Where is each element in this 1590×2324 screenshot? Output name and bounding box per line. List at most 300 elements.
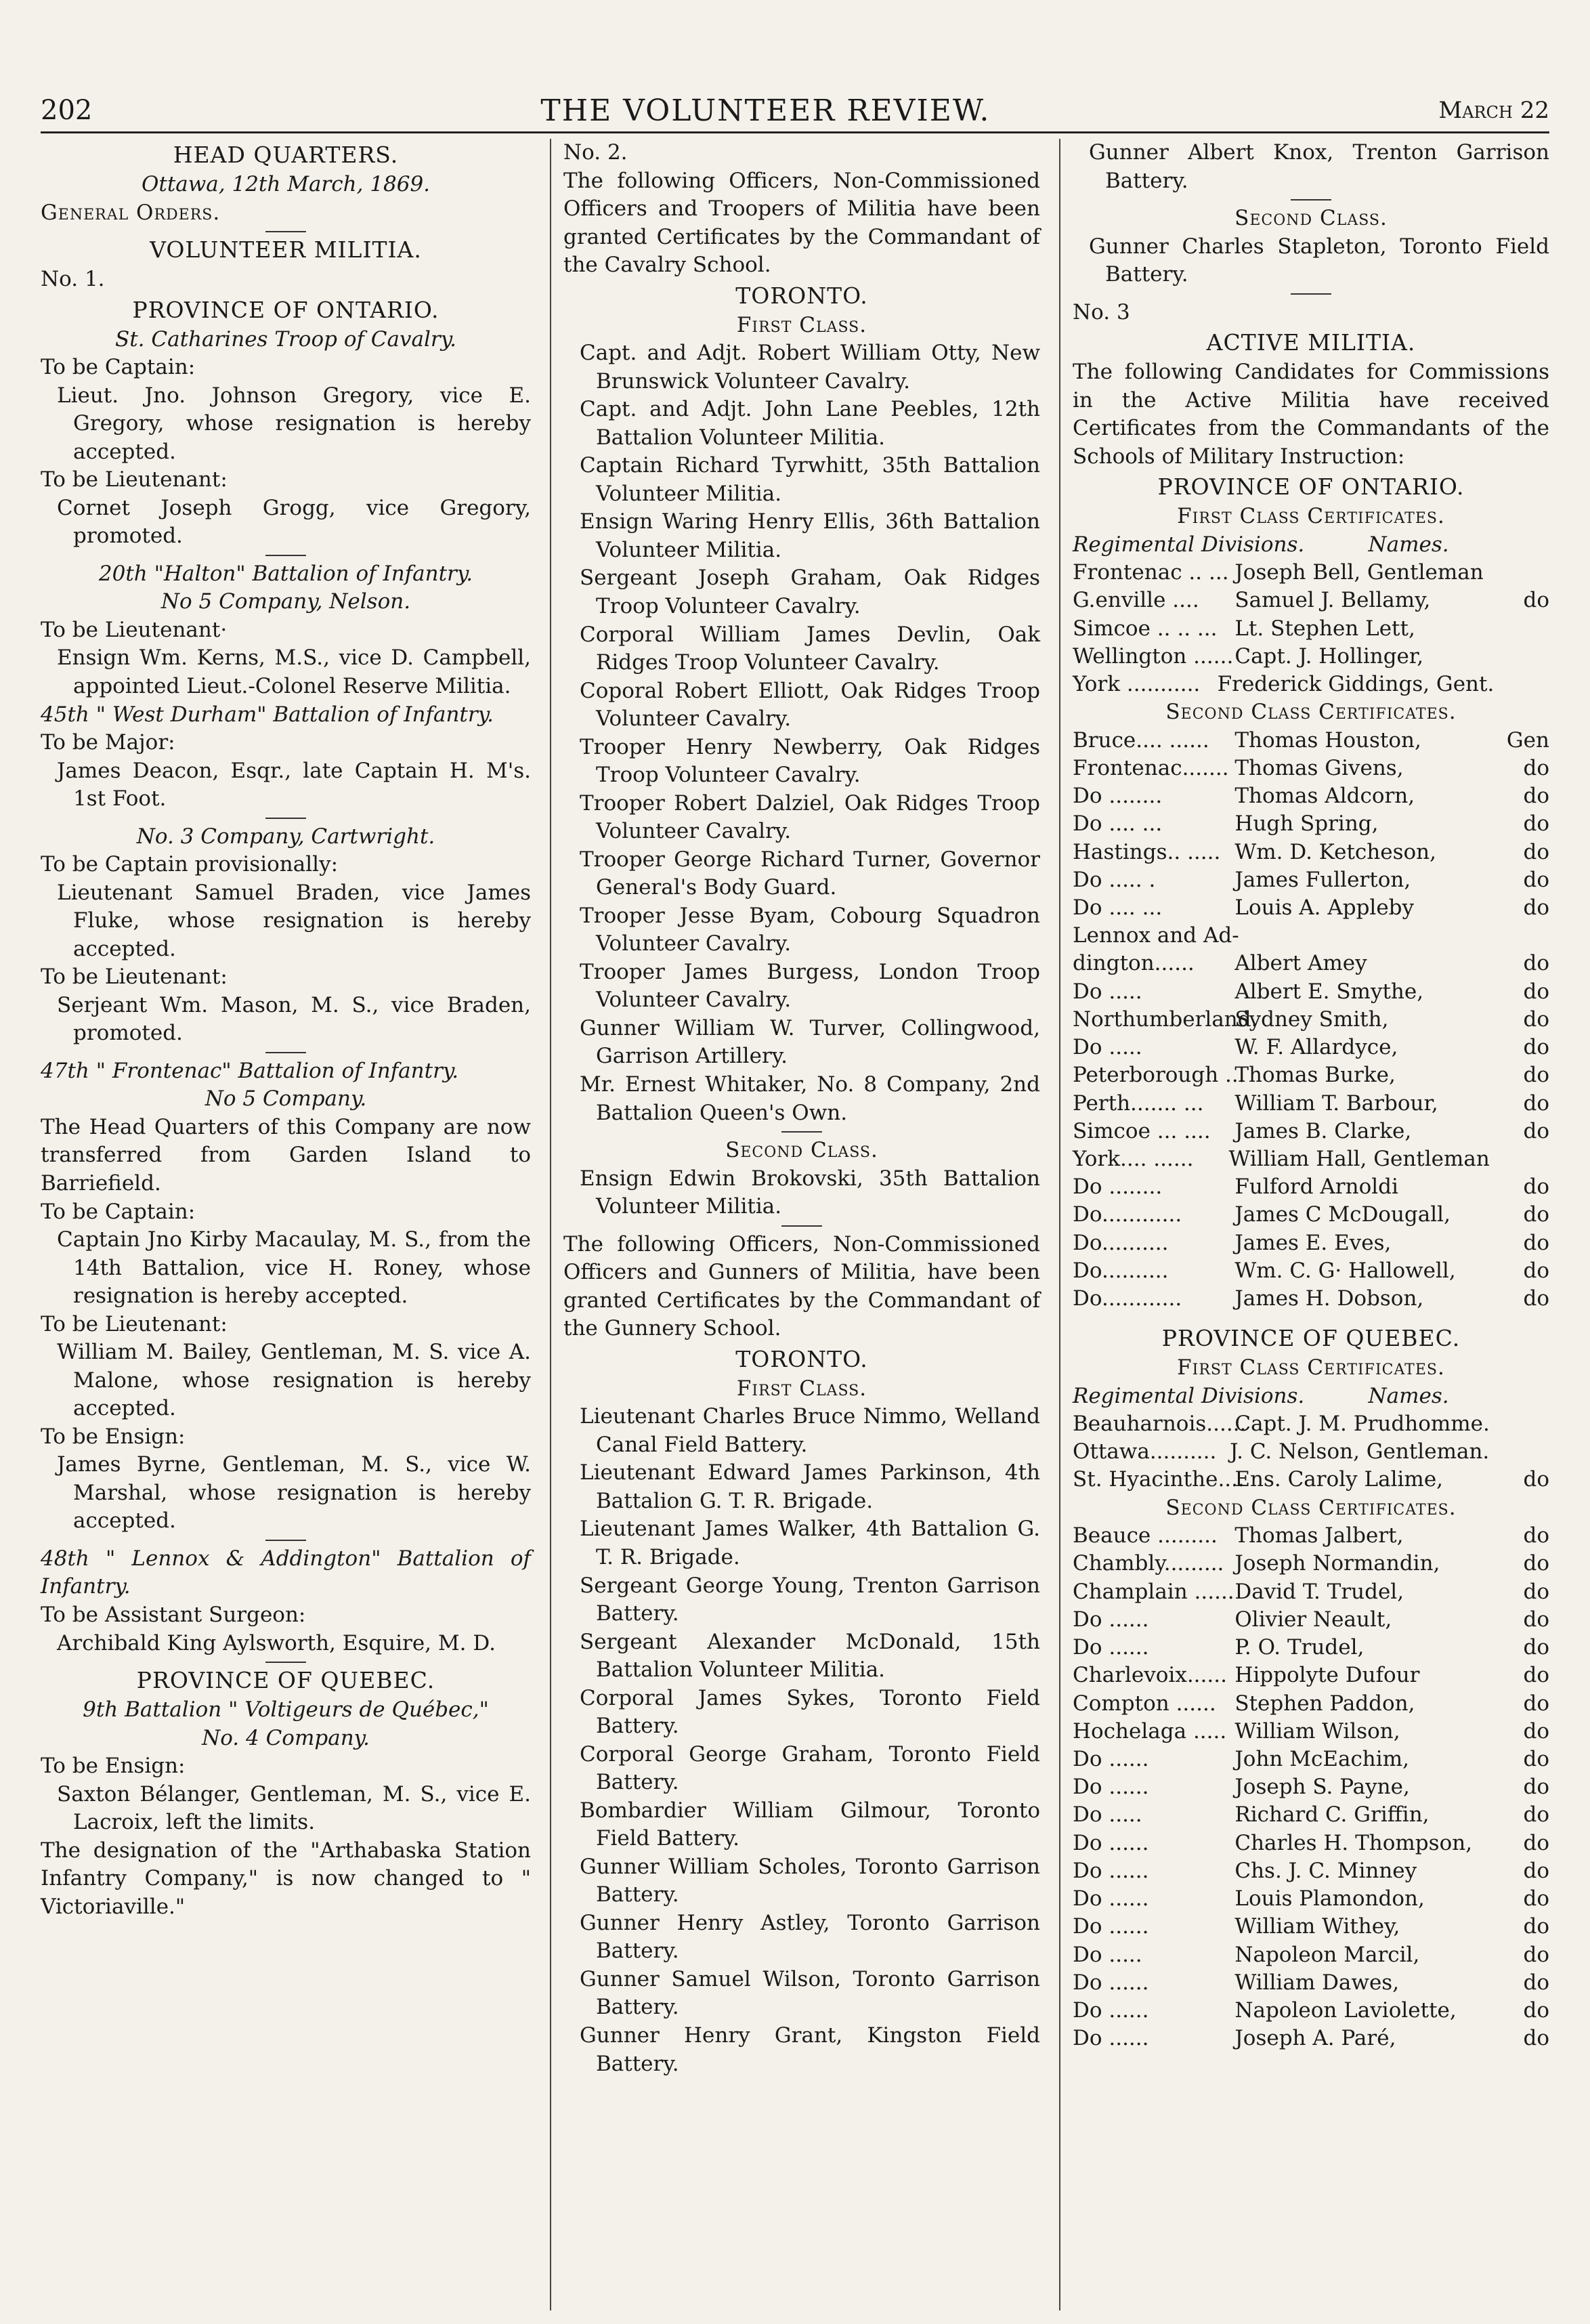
rank-cell: [1487, 559, 1549, 587]
quebec-table-header: [1073, 1382, 1549, 1410]
division-cell: Do .... ...: [1073, 895, 1163, 920]
col2-text-33: Gunner Samuel Wilson, Toronto Garrison Battery.: [580, 1966, 1040, 2020]
column-2: [550, 139, 1040, 2310]
name-cell: Frederick Giddings, Gent.: [1217, 671, 1495, 696]
col1-text-38: To be Ensign:: [41, 1754, 186, 1779]
col2-text-22: First Class.: [736, 1376, 867, 1401]
division-cell: Lennox and Ad-: [1073, 923, 1239, 948]
rank-cell: do: [1523, 867, 1549, 892]
division-cell: Do .... ...: [1073, 811, 1163, 837]
col3-text-2: Gunner Charles Stapleton, Toronto Field Battery.: [1089, 234, 1549, 287]
col3-text-3: No. 3: [1073, 299, 1130, 324]
separator-rule: [781, 1225, 822, 1227]
separator-rule: [265, 1662, 306, 1663]
rank-cell: do: [1523, 811, 1549, 837]
quebec-second-row: [1073, 1830, 1549, 1857]
division-cell: Frontenac .. ...: [1073, 560, 1229, 585]
division-cell: Ottawa..........: [1073, 1439, 1217, 1464]
col2-text-18: Second Class.: [725, 1138, 878, 1163]
rank-cell: do: [1523, 1970, 1549, 1995]
page-header: [41, 89, 1549, 133]
name-cell: Lt. Stephen Lett,: [1234, 616, 1415, 641]
ontario-second-row: [1073, 1145, 1549, 1173]
division-cell: Peterborough ...: [1073, 1063, 1245, 1088]
ontario-first-row: [1073, 559, 1549, 587]
ontario-second-row: [1073, 1061, 1549, 1089]
col2-text-13: Trooper George Richard Turner, Governor General's Body Guard.: [580, 847, 1040, 900]
col3-text-7: First Class Certificates.: [1177, 504, 1445, 529]
col2-text-8: Sergeant Joseph Graham, Oak Ridges Troop Volunteer Cavalry.: [580, 566, 1040, 618]
division-cell: Do ......: [1073, 1607, 1149, 1632]
col2-text-26: Sergeant George Young, Trenton Garrison Battery.: [580, 1573, 1040, 1626]
col1-text-17: James Deacon, Esqr., late Captain H. M's. 1st Foot.: [57, 758, 531, 811]
quebec-second-row: [1073, 1634, 1549, 1662]
col2-text-1: The following Officers, Non-Commissioned Officers and Troopers of Militia have been granted Certificates by the Commandant of the Cavalry School.: [563, 168, 1040, 278]
rank-cell: do: [1523, 784, 1549, 809]
name-cell: William Withey,: [1234, 1914, 1400, 1939]
division-cell: Do............: [1073, 1202, 1182, 1227]
col1-text-23: 47th " Frontenac" Battalion of Infantry.: [41, 1058, 459, 1083]
col1-text-16: To be Major:: [41, 730, 175, 755]
name-cell: Joseph Bell, Gentleman: [1234, 560, 1484, 585]
rank-cell: do: [1523, 1258, 1549, 1283]
col1-text-4: No. 1.: [41, 267, 105, 292]
name-cell: Hippolyte Dufour: [1234, 1663, 1420, 1688]
name-cell: Thomas Houston,: [1234, 727, 1421, 753]
col1-text-18: No. 3 Company, Cartwright.: [136, 824, 435, 849]
division-cell: Hochelaga .....: [1073, 1718, 1227, 1744]
division-cell: Beauce .........: [1073, 1523, 1218, 1548]
quebec-second-row: [1073, 1746, 1549, 1773]
division-cell: Do..........: [1073, 1230, 1169, 1255]
quebec-second-row: [1073, 1801, 1549, 1829]
col1-text-27: Captain Jno Kirby Macaulay, M. S., from the 14th Battalion, vice H. Roney, whose resignation is hereby accepted.: [57, 1227, 531, 1309]
division-cell: St. Hyacinthe....: [1073, 1467, 1245, 1492]
col2-text-34: Gunner Henry Grant, Kingston Field Battery.: [580, 2023, 1040, 2076]
name-cell: Joseph S. Payne,: [1234, 1775, 1410, 1800]
rank-cell: [1490, 1145, 1549, 1173]
division-cell: Simcoe ... ....: [1073, 1118, 1211, 1143]
name-cell: William Hall, Gentleman: [1228, 1146, 1490, 1171]
division-cell: Do ......: [1073, 1858, 1149, 1883]
division-cell: Do ......: [1073, 1746, 1149, 1771]
quebec-first-title: First Class Certificates.: [1177, 1355, 1445, 1380]
division-cell: Chambly.........: [1073, 1551, 1224, 1576]
col2-text-27: Sergeant Alexander McDonald, 15th Battalion Volunteer Militia.: [580, 1629, 1040, 1683]
rank-cell: do: [1523, 1635, 1549, 1660]
name-cell: Chs. J. C. Minney: [1234, 1858, 1417, 1883]
col1-text-5: PROVINCE OF ONTARIO.: [132, 296, 439, 323]
rank-cell: do: [1523, 1118, 1549, 1143]
rank-cell: do: [1523, 1998, 1549, 2023]
division-cell: Do ......: [1073, 1970, 1149, 1995]
division-cell: Do ......: [1073, 1886, 1149, 1911]
division-cell: Do .....: [1073, 1802, 1142, 1827]
ontario-second-row: [1073, 1229, 1549, 1257]
col2-text-32: Gunner Henry Astley, Toronto Garrison Battery.: [580, 1910, 1040, 1964]
ontario-table-header: [1073, 531, 1549, 559]
separator-rule: [1291, 199, 1331, 200]
separator-rule: [1291, 293, 1331, 295]
name-cell: David T. Trudel,: [1234, 1579, 1404, 1604]
rank-cell: do: [1523, 1942, 1549, 1967]
division-cell: Champlain ......: [1073, 1579, 1234, 1604]
ontario-second-row: [1073, 1118, 1549, 1145]
col3-text-6: PROVINCE OF ONTARIO.: [1157, 473, 1465, 501]
spacer: [1073, 1313, 1549, 1322]
division-cell: Do .....: [1073, 1942, 1142, 1967]
name-cell: Thomas Aldcorn,: [1234, 784, 1415, 809]
name-cell: J. C. Nelson, Gentleman.: [1230, 1439, 1490, 1464]
division-cell: Do ........: [1073, 784, 1163, 809]
col1-text-26: To be Captain:: [41, 1199, 196, 1224]
name-cell: Capt. J. Hollinger,: [1234, 643, 1424, 669]
names-header: Names.: [1368, 1383, 1449, 1408]
rank-cell: [1487, 643, 1549, 671]
rank-cell: do: [1523, 588, 1549, 613]
name-cell: Stephen Paddon,: [1234, 1691, 1415, 1716]
col2-text-23: Lieutenant Charles Bruce Nimmo, Welland Canal Field Battery.: [580, 1404, 1040, 1457]
col1-text-39: Saxton Bélanger, Gentleman, M. S., vice E. Lacroix, left the limits.: [57, 1781, 531, 1835]
col1-text-12: No 5 Company, Nelson.: [160, 589, 411, 614]
rank-cell: do: [1523, 1830, 1549, 1855]
separator-rule: [265, 1540, 306, 1541]
quebec-second-row: [1073, 1969, 1549, 1997]
name-cell: Albert Amey: [1234, 951, 1367, 976]
ontario-second-row: [1073, 1173, 1549, 1201]
division-cell: York.... ......: [1073, 1146, 1194, 1171]
rank-cell: do: [1523, 1775, 1549, 1800]
division-cell: Do ......: [1073, 1635, 1149, 1660]
rank-cell: do: [1523, 1063, 1549, 1088]
col1-text-35: PROVINCE OF QUEBEC.: [136, 1667, 435, 1694]
name-cell: Wm. D. Ketcheson,: [1234, 839, 1436, 864]
names-header: Names.: [1368, 532, 1449, 557]
quebec-second-row: [1073, 1522, 1549, 1550]
ontario-second-row: [1073, 922, 1549, 950]
col2-text-11: Trooper Henry Newberry, Oak Ridges Troop Volunteer Cavalry.: [580, 734, 1040, 788]
name-cell: James B. Clarke,: [1234, 1118, 1412, 1143]
ontario-second-row: [1073, 1034, 1549, 1061]
ontario-second-row: [1073, 810, 1549, 838]
columns: [41, 139, 1549, 2310]
separator-rule: [265, 555, 306, 556]
division-cell: Do ........: [1073, 1175, 1163, 1200]
quebec-second-row: [1073, 1662, 1549, 1689]
col2-text-17: Mr. Ernest Whitaker, No. 8 Company, 2nd Battalion Queen's Own.: [580, 1072, 1040, 1125]
rank-cell: do: [1523, 1286, 1549, 1311]
name-cell: Sydney Smith,: [1234, 1007, 1389, 1032]
division-cell: York ...........: [1073, 671, 1201, 696]
division-cell: Charlevoix......: [1073, 1663, 1227, 1688]
name-cell: Samuel J. Bellamy,: [1234, 588, 1431, 613]
col1-text-34: Archibald King Aylsworth, Esquire, M. D.: [57, 1630, 496, 1655]
name-cell: James H. Dobson,: [1234, 1286, 1424, 1311]
col1-text-13: To be Lieutenant·: [41, 617, 228, 642]
division-cell: Hastings.. .....: [1073, 839, 1221, 864]
col2-text-28: Corporal James Sykes, Toronto Field Battery.: [580, 1685, 1040, 1739]
name-cell: Louis Plamondon,: [1234, 1886, 1425, 1911]
division-cell: Do ..... .: [1073, 867, 1156, 892]
col2-text-31: Gunner William Scholes, Toronto Garrison Battery.: [580, 1854, 1040, 1907]
col1-text-29: William M. Bailey, Gentleman, M. S. vice A. Malone, whose resignation is hereby accepted.: [57, 1340, 531, 1421]
col1-text-31: James Byrne, Gentleman, M. S., vice W. Marshal, whose resignation is hereby accepted.: [57, 1452, 531, 1534]
col1-text-30: To be Ensign:: [41, 1424, 186, 1449]
quebec-second-row: [1073, 1913, 1549, 1941]
ontario-second-row: [1073, 1257, 1549, 1285]
col2-text-9: Corporal William James Devlin, Oak Ridges Troop Volunteer Cavalry.: [580, 622, 1040, 675]
quebec-first-row: [1073, 1466, 1549, 1494]
col2-text-14: Trooper Jesse Byam, Cobourg Squadron Volunteer Cavalry.: [580, 903, 1040, 956]
rank-cell: do: [1523, 1523, 1549, 1548]
division-cell: Compton ......: [1073, 1691, 1216, 1716]
col1-text-7: To be Captain:: [41, 355, 196, 380]
col3-text-4: ACTIVE MILITIA.: [1206, 329, 1416, 356]
division-cell: Do .....: [1073, 979, 1142, 1004]
col2-text-5: Capt. and Adjt. John Lane Peebles, 12th Battalion Volunteer Militia.: [580, 397, 1040, 450]
rank-cell: do: [1523, 839, 1549, 864]
name-cell: Joseph A. Paré,: [1234, 2026, 1396, 2051]
rank-cell: do: [1523, 1691, 1549, 1716]
rank-cell: do: [1523, 895, 1549, 920]
rank-cell: do: [1523, 1467, 1549, 1492]
rank-cell: do: [1523, 951, 1549, 976]
rank-cell: do: [1523, 1007, 1549, 1032]
name-cell: Charles H. Thompson,: [1234, 1830, 1473, 1855]
divisions-header: Regimental Divisions.: [1073, 532, 1305, 557]
ontario-second-row: [1073, 1090, 1549, 1118]
col2-text-10: Coporal Robert Elliott, Oak Ridges Troop Volunteer Cavalry.: [580, 678, 1040, 732]
division-cell: Northumberland.: [1073, 1007, 1258, 1032]
name-cell: Albert E. Smythe,: [1234, 979, 1424, 1004]
col3-text-5: The following Candidates for Commissions in the Active Militia have received Certificates from the Commandants of the Schools of Military Instruction:: [1073, 360, 1549, 469]
col2-text-25: Lieutenant James Walker, 4th Battalion G. T. R. Brigade.: [580, 1517, 1040, 1569]
name-cell: Thomas Givens,: [1234, 755, 1404, 780]
rank-cell: do: [1523, 1858, 1549, 1883]
col1-text-8: Lieut. Jno. Johnson Gregory, vice E. Gregory, whose resignation is hereby accepted.: [57, 383, 531, 464]
col1-text-25: The Head Quarters of this Company are now transferred from Garden Island to Barriefield.: [41, 1114, 531, 1196]
quebec-second-row: [1073, 1941, 1549, 1969]
name-cell: Ens. Caroly Lalime,: [1234, 1467, 1444, 1492]
name-cell: Hugh Spring,: [1234, 811, 1379, 837]
quebec-second-row: [1073, 1718, 1549, 1746]
col1-text-9: To be Lieutenant:: [41, 467, 228, 492]
rank-cell: do: [1523, 1607, 1549, 1632]
name-cell: James Fullerton,: [1234, 867, 1411, 892]
ontario-first-row: [1073, 615, 1549, 643]
rank-cell: do: [1523, 1663, 1549, 1688]
name-cell: Richard C. Griffin,: [1234, 1802, 1430, 1827]
col2-text-12: Trooper Robert Dalziel, Oak Ridges Troop Volunteer Cavalry.: [580, 790, 1040, 844]
ontario-second-row: [1073, 950, 1549, 977]
ontario-second-row: [1073, 866, 1549, 894]
issue-date: March 22: [1438, 97, 1549, 124]
name-cell: Louis A. Appleby: [1234, 895, 1415, 920]
separator-rule: [265, 231, 306, 232]
ontario-second-row: [1073, 839, 1549, 866]
rank-cell: do: [1523, 1175, 1549, 1200]
quebec-second-row: [1073, 1997, 1549, 2025]
col1-text-11: 20th "Halton" Battalion of Infantry.: [98, 561, 473, 586]
col2-text-29: Corporal George Graham, Toronto Field Battery.: [580, 1741, 1040, 1795]
rank-cell: do: [1523, 2026, 1549, 2051]
column-1: [41, 139, 531, 2310]
col2-text-6: Captain Richard Tyrwhitt, 35th Battalion Volunteer Militia.: [580, 453, 1040, 506]
ontario-second-row: [1073, 894, 1549, 922]
rank-cell: [1494, 671, 1549, 698]
quebec-second-title: Second Class Certificates.: [1165, 1495, 1457, 1520]
division-cell: Perth....... ...: [1073, 1091, 1204, 1116]
separator-rule: [265, 818, 306, 819]
rank-cell: do: [1523, 1746, 1549, 1771]
separator-rule: [265, 1052, 306, 1053]
rank-cell: do: [1523, 1551, 1549, 1576]
quebec-second-row: [1073, 1885, 1549, 1913]
col2-text-19: Ensign Edwin Brokovski, 35th Battalion Volunteer Militia.: [580, 1166, 1040, 1219]
name-cell: William T. Barbour,: [1234, 1091, 1438, 1116]
rank-cell: Gen: [1506, 727, 1549, 753]
ontario-second-row: [1073, 1285, 1549, 1313]
col1-text-1: Ottawa, 12th March, 1869.: [141, 172, 431, 196]
ontario-second-row: [1073, 1006, 1549, 1034]
ontario-second-row: [1073, 782, 1549, 810]
col1-text-28: To be Lieutenant:: [41, 1311, 228, 1336]
col2-text-2: TORONTO.: [735, 282, 868, 309]
division-cell: Do .....: [1073, 1035, 1142, 1060]
quebec-second-row: [1073, 2025, 1549, 2052]
ontario-second-row: [1073, 755, 1549, 782]
division-cell: Do ......: [1073, 1998, 1149, 2023]
rank-cell: [1489, 1438, 1549, 1466]
name-cell: Wm. C. G· Hallowell,: [1234, 1258, 1456, 1283]
col1-text-32: 48th " Lennox & Addington" Battalion of Infantry.: [41, 1546, 531, 1599]
name-cell: John McEachim,: [1234, 1746, 1409, 1771]
publication-title: THE VOLUNTEER REVIEW.: [540, 93, 991, 128]
division-cell: Do ......: [1073, 2026, 1149, 2051]
ontario-first-row: [1073, 643, 1549, 671]
name-cell: P. O. Trudel,: [1234, 1635, 1365, 1660]
division-cell: dington......: [1073, 951, 1195, 976]
col1-text-2: General Orders.: [41, 200, 221, 225]
quebec-second-row: [1073, 1550, 1549, 1578]
ontario-first-row: [1073, 587, 1549, 614]
quebec-second-row: [1073, 1857, 1549, 1885]
name-cell: Thomas Burke,: [1234, 1063, 1396, 1088]
col2-text-20: The following Officers, Non-Commissioned Officers and Gunners of Militia, have been granted Certificates by the Commandant of the Gunnery School.: [563, 1231, 1040, 1341]
rank-cell: do: [1523, 1035, 1549, 1060]
col1-text-14: Ensign Wm. Kerns, M.S., vice D. Campbell, appointed Lieut.-Colonel Reserve Militia.: [57, 646, 531, 698]
name-cell: William Wilson,: [1234, 1718, 1400, 1744]
division-cell: Do..........: [1073, 1258, 1169, 1283]
division-cell: Bruce.... ......: [1073, 727, 1209, 753]
division-cell: Do............: [1073, 1286, 1182, 1311]
division-cell: Wellington ......: [1073, 643, 1234, 669]
col1-text-36: 9th Battalion " Voltigeurs de Québec,": [83, 1697, 489, 1723]
ontario-second-row: [1073, 1201, 1549, 1229]
rank-cell: do: [1523, 979, 1549, 1004]
col1-text-33: To be Assistant Surgeon:: [41, 1602, 306, 1627]
quebec-second-row: [1073, 1578, 1549, 1606]
quebec-first-row: [1073, 1438, 1549, 1466]
col1-text-10: Cornet Joseph Grogg, vice Gregory, promoted.: [57, 495, 531, 549]
ontario-second-row: [1073, 978, 1549, 1006]
quebec-title: PROVINCE OF QUEBEC.: [1161, 1325, 1461, 1352]
division-cell: G.enville ....: [1073, 588, 1199, 613]
rank-cell: do: [1523, 1886, 1549, 1911]
name-cell: William Dawes,: [1234, 1970, 1400, 1995]
division-cell: Do ......: [1073, 1830, 1149, 1855]
name-cell: Fulford Arnoldi: [1234, 1175, 1398, 1200]
name-cell: Napoleon Laviolette,: [1234, 1998, 1457, 2023]
rank-cell: do: [1523, 755, 1549, 780]
rank-cell: do: [1523, 1579, 1549, 1604]
rank-cell: do: [1523, 1202, 1549, 1227]
page-number: 202: [41, 95, 93, 126]
rank-cell: do: [1523, 1091, 1549, 1116]
rank-cell: do: [1523, 1718, 1549, 1744]
quebec-second-row: [1073, 1773, 1549, 1801]
col1-text-24: No 5 Company.: [205, 1086, 367, 1112]
ontario-second-row: [1073, 727, 1549, 755]
division-cell: Beauharnois......: [1073, 1412, 1247, 1437]
col1-text-21: To be Lieutenant:: [41, 965, 228, 990]
col1-text-40: The designation of the "Arthabaska Station Infantry Company," is now changed to " Victoriaville.": [41, 1838, 531, 1919]
rank-cell: do: [1523, 1230, 1549, 1255]
col2-text-24: Lieutenant Edward James Parkinson, 4th Battalion G. T. R. Brigade.: [580, 1460, 1040, 1513]
name-cell: Thomas Jalbert,: [1234, 1523, 1404, 1548]
division-cell: Do ......: [1073, 1775, 1149, 1800]
col2-text-16: Gunner William W. Turver, Collingwood, Garrison Artillery.: [580, 1015, 1040, 1069]
name-cell: W. F. Allardyce,: [1234, 1035, 1398, 1060]
quebec-second-row: [1073, 1606, 1549, 1634]
name-cell: James E. Eves,: [1234, 1230, 1392, 1255]
rank-cell: [1487, 615, 1549, 643]
column-3: [1059, 139, 1549, 2310]
name-cell: Capt. J. M. Prudhomme.: [1234, 1412, 1490, 1437]
quebec-first-row: [1073, 1410, 1549, 1438]
col2-text-15: Trooper James Burgess, London Troop Volunteer Cavalry.: [580, 959, 1040, 1013]
name-cell: James C McDougall,: [1234, 1202, 1451, 1227]
rank-cell: do: [1523, 1802, 1549, 1827]
col1-text-22: Serjeant Wm. Mason, M. S., vice Braden, promoted.: [57, 992, 531, 1046]
quebec-second-row: [1073, 1690, 1549, 1718]
rank-cell: [1487, 922, 1549, 950]
col2-text-30: Bombardier William Gilmour, Toronto Field Battery.: [580, 1798, 1040, 1851]
division-cell: Simcoe .. .. ...: [1073, 616, 1218, 641]
name-cell: [1234, 922, 1487, 950]
ontario-second-title: Second Class Certificates.: [1165, 700, 1457, 725]
name-cell: Olivier Neault,: [1234, 1607, 1392, 1632]
name-cell: Napoleon Marcil,: [1234, 1942, 1420, 1967]
col1-text-37: No. 4 Company.: [202, 1725, 370, 1750]
ontario-first-row: [1073, 671, 1549, 698]
rank-cell: do: [1523, 1914, 1549, 1939]
col1-text-3: VOLUNTEER MILITIA.: [150, 236, 422, 263]
division-cell: Frontenac.......: [1073, 755, 1229, 780]
rank-cell: [1490, 1410, 1549, 1438]
col2-text-21: TORONTO.: [735, 1345, 868, 1372]
separator-rule: [781, 1131, 822, 1133]
col2-text-0: No. 2.: [563, 140, 628, 165]
col1-text-0: HEAD QUARTERS.: [173, 142, 399, 168]
divisions-header: Regimental Divisions.: [1073, 1383, 1305, 1408]
col2-text-4: Capt. and Adjt. Robert William Otty, New Brunswick Volunteer Cavalry.: [580, 341, 1040, 394]
col1-text-20: Lieutenant Samuel Braden, vice James Fluke, whose resignation is hereby accepted.: [57, 880, 531, 961]
col2-text-3: First Class.: [736, 312, 867, 337]
col1-text-19: To be Captain provisionally:: [41, 852, 339, 877]
col2-text-7: Ensign Waring Henry Ellis, 36th Battalion Volunteer Militia.: [580, 509, 1040, 562]
col3-text-0: Gunner Albert Knox, Trenton Garrison Battery.: [1089, 140, 1549, 193]
